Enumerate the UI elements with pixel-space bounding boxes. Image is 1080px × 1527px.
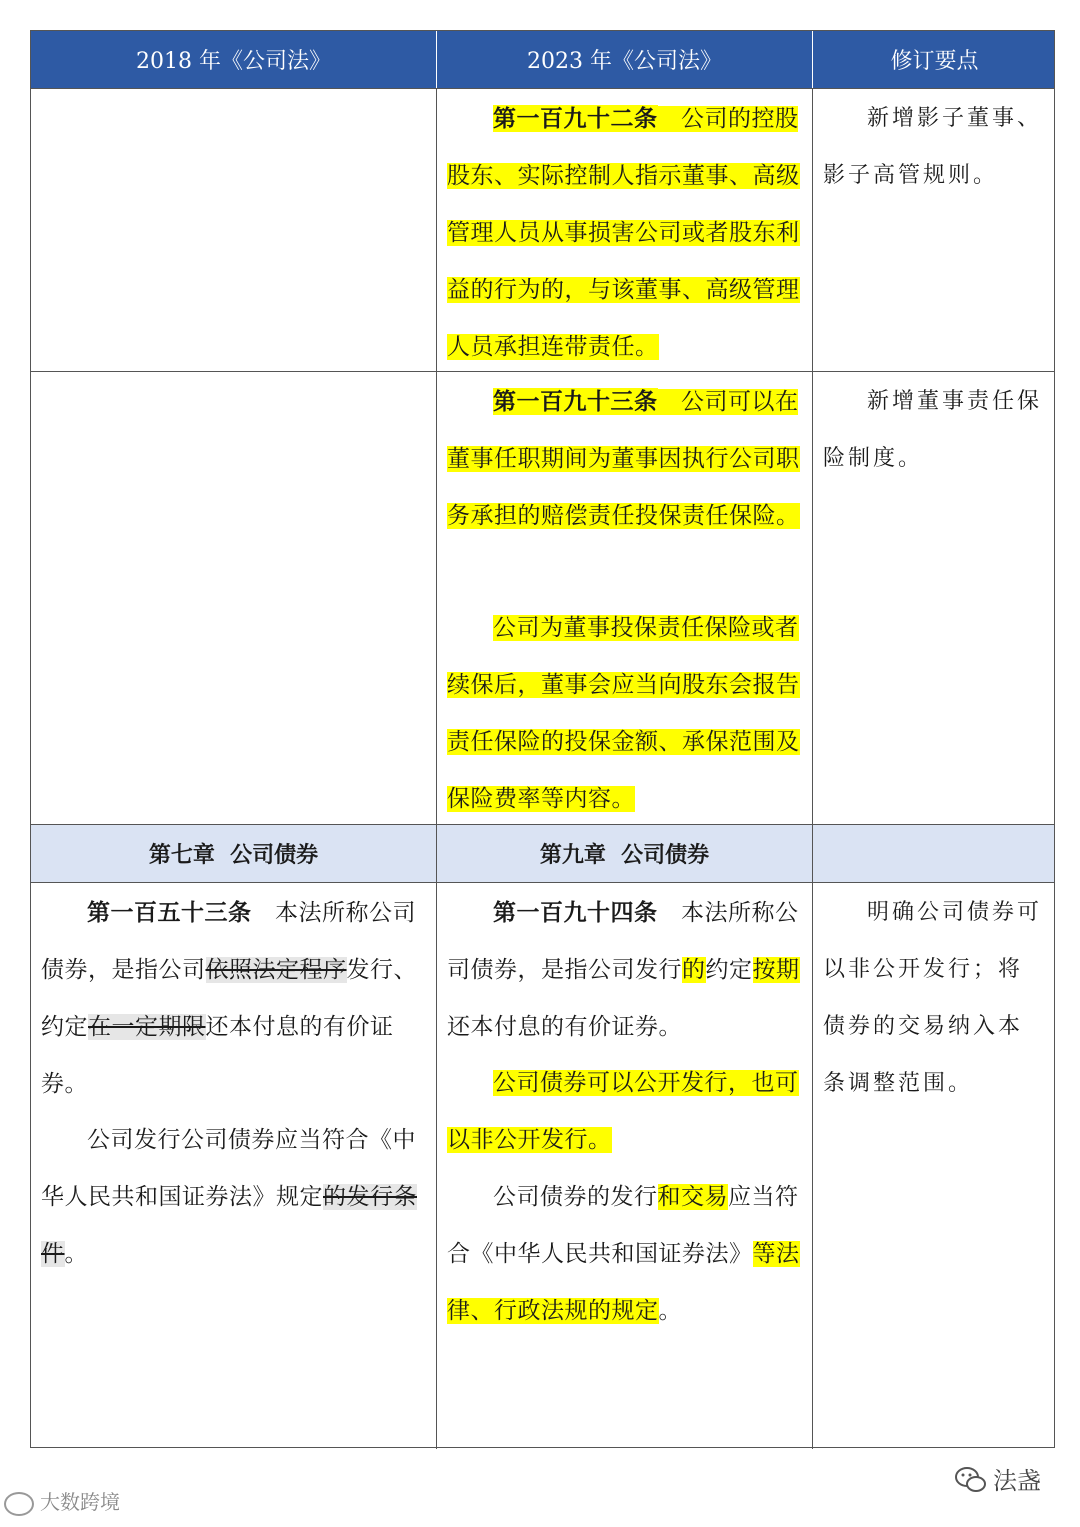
article-193-para-1 [447,373,802,545]
table-row-192 [31,89,1054,372]
cell-note-192 [813,89,1056,371]
article-192-text [447,90,802,376]
wechat-icon [955,1466,987,1500]
article-194-text: 应当符合《中华人民共和国证券法》 [447,1184,799,1267]
article-153-text: 。 [64,1241,88,1267]
cell-2018-empty [31,372,437,824]
article-153-para-1 [41,884,426,1113]
article-192-title: 第一百九十二条 [493,105,658,132]
article-194-para-2 [447,1055,802,1169]
footer-right-watermark [955,1461,1041,1500]
article-194-text: 还本付息的有价证券。 [447,1014,682,1040]
added-text: 的 [682,957,706,983]
article-153-text: 公司发行公司债券应当符合《中华人民共和国证券法》规定 [41,1127,416,1210]
cell-note-193 [813,372,1056,824]
article-194-text: 本法所称公司债券，是指公司发行 [447,900,799,983]
added-text: 等法律、行政法规的规定 [447,1241,800,1324]
article-194-text: 约定 [705,957,753,983]
cell-2023-article-192 [437,89,813,371]
header-revision-points: 修订要点 [890,49,979,74]
table-header-row [31,31,1054,89]
table-row-194 [31,883,1054,1449]
header-2023: 2023 年《公司法》 [437,31,813,88]
header-2018: 2018 年《公司法》 [31,31,437,88]
added-text: 按期 [752,957,800,983]
footer-left-text: 大数跨境 [40,1490,120,1514]
note-194: 明确公司债券可以非公开发行；将债券的交易纳入本条调整范围。 [823,900,1043,1096]
article-194-text: 公司债券的发行 [493,1184,658,1210]
article-193-title: 第一百九十三条 [493,388,658,415]
article-194-text: 。 [658,1298,682,1324]
article-153-para-2 [41,1112,426,1283]
deleted-text: 依照法定程序 [205,957,347,983]
article-153-text: 发行、约定 [41,957,417,1040]
article-193-body-2: 公司为董事投保责任保险或者续保后，董事会应当向股东会报告责任保险的投保金额、承保范围及保险费率等内容。 [447,615,800,812]
cell-2023-article-194 [437,883,813,1449]
article-193-body-1: 公司可以在董事任职期间为董事因执行公司职务承担的赔偿责任投保责任保险。 [447,389,800,529]
cell-2023-article-193 [437,372,813,824]
deleted-text: 在一定期限 [88,1014,206,1040]
cell-2018-empty [31,89,437,371]
note-192: 新增影子董事、影子高管规则。 [823,106,1043,188]
logo-icon [4,1492,34,1516]
article-153-text: 还本付息的有价证券。 [41,1014,394,1097]
article-194-para-1 [447,884,802,1056]
cell-2018-article-153 [31,883,437,1449]
footer-right-text: 法盏 [993,1467,1041,1495]
article-193-para-2 [447,600,802,828]
article-194-para-3 [447,1169,802,1340]
article-192-body: 公司的控股股东、实际控制人指示董事、高级管理人员从事损害公司或者股东利益的行为的，与该董事、高级管理人员承担连带责任。 [447,106,800,360]
chapter-new: 第九章 公司债券 [437,825,813,882]
cell-note-194 [813,883,1056,1449]
article-153-title: 第一百五十三条 [87,899,252,926]
added-text: 和交易 [657,1184,728,1210]
deleted-text: 的发行条件 [41,1184,417,1267]
chapter-old: 第七章 公司债券 [31,825,437,882]
article-153-text: 本法所称公司债券，是指公司 [41,900,416,983]
table-row-193 [31,372,1054,825]
note-193: 新增董事责任保险制度。 [823,389,1043,471]
chapter-note-empty [813,825,1056,882]
added-text: 公司债券可以公开发行，也可以非公开发行。 [447,1070,799,1153]
chapter-row [31,825,1054,883]
footer-left-watermark [4,1486,120,1516]
article-194-title: 第一百九十四条 [493,899,658,926]
comparison-table [30,30,1055,1448]
